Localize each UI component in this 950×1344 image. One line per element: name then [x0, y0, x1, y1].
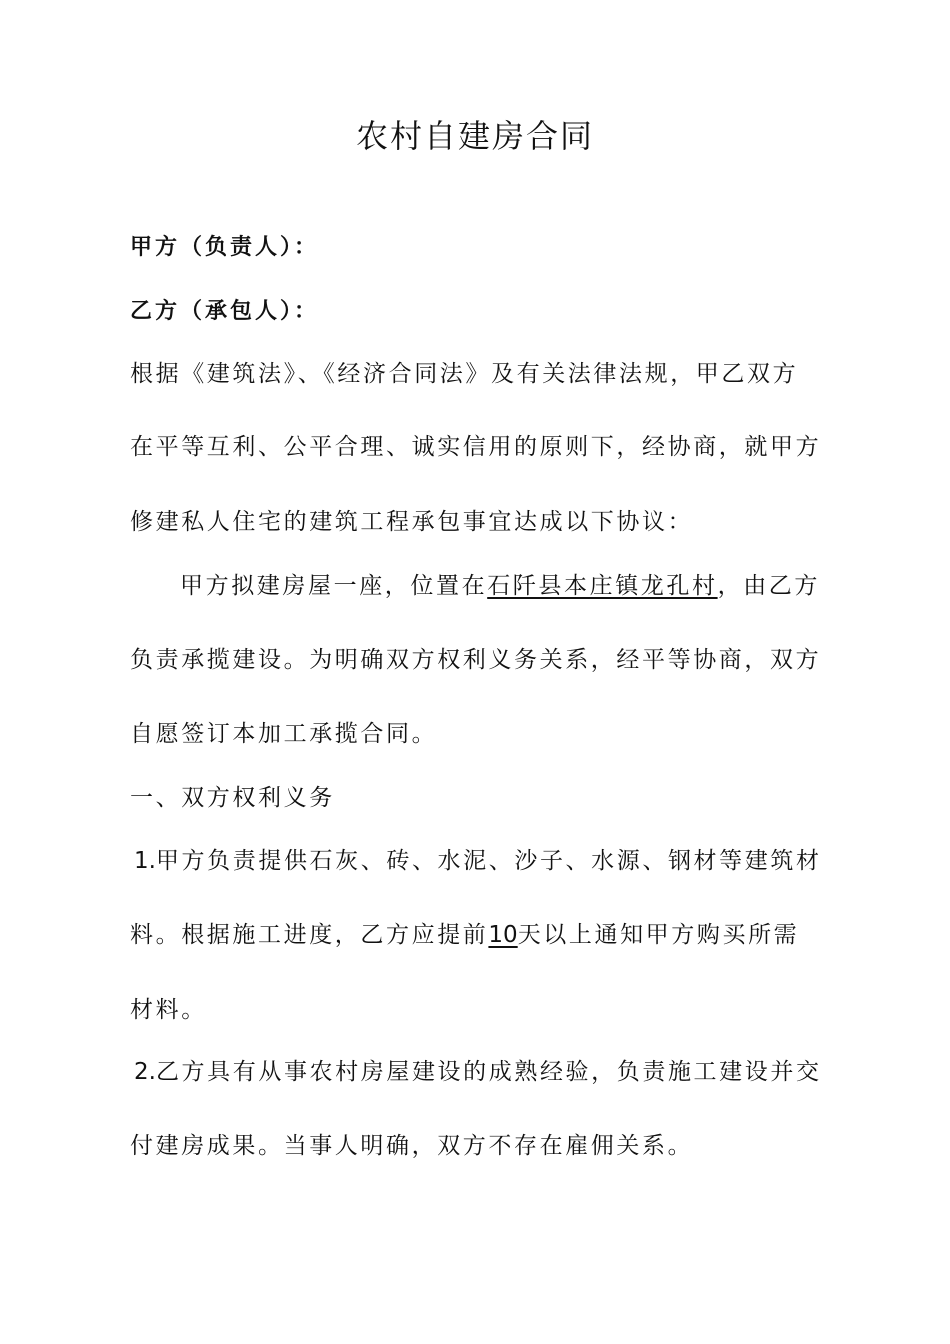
document-title: 农村自建房合同	[355, 117, 594, 155]
item-1-line-2	[130, 920, 830, 950]
intro-line-2: 在平等互利、公平合理、诚实信用的原则下，经协商，就甲方	[130, 434, 822, 460]
item-2-line-1-text: 乙方具有从事农村房屋建设的成熟经验，负责施工建设并交	[155, 1059, 822, 1085]
item-1-line-2-pre: 料。根据施工进度，乙方应提前	[130, 922, 489, 948]
party-b-label: 乙方（承包人）：	[130, 299, 320, 324]
item-1-line-1	[134, 846, 834, 876]
item-2-line-2: 付建房成果。当事人明确，双方不存在雇佣关系。	[130, 1133, 694, 1159]
location-line-3: 自愿签订本加工承揽合同。	[130, 721, 438, 747]
item-2-line-1	[134, 1057, 834, 1087]
item-1-number: 1.	[134, 848, 156, 874]
location-line-1-pre: 甲方拟建房屋一座，位置在	[180, 573, 488, 599]
item-1-line-1-text: 甲方负责提供石灰、砖、水泥、沙子、水源、钢材等建筑材	[155, 848, 822, 874]
party-a-label: 甲方（负责人）：	[130, 235, 320, 260]
item-1-days-value: 10	[488, 922, 518, 948]
intro-line-1: 根据《建筑法》、《经济合同法》及有关法律法规，甲乙双方	[130, 361, 799, 387]
item-2-number: 2.	[134, 1059, 156, 1085]
location-line-1-post: ，由乙方	[717, 573, 821, 599]
location-line-1	[180, 571, 830, 601]
intro-line-3: 修建私人住宅的建筑工程承包事宜达成以下协议：	[130, 509, 694, 535]
item-1-line-3: 材料。	[130, 997, 207, 1023]
location-line-2: 负责承揽建设。为明确双方权利义务关系，经平等协商，双方	[130, 647, 822, 673]
section-1-heading: 一、双方权利义务	[130, 785, 335, 811]
item-1-line-2-post: 天以上通知甲方购买所需	[517, 922, 800, 948]
location-value: 石阡县本庄镇龙孔村	[487, 573, 718, 599]
